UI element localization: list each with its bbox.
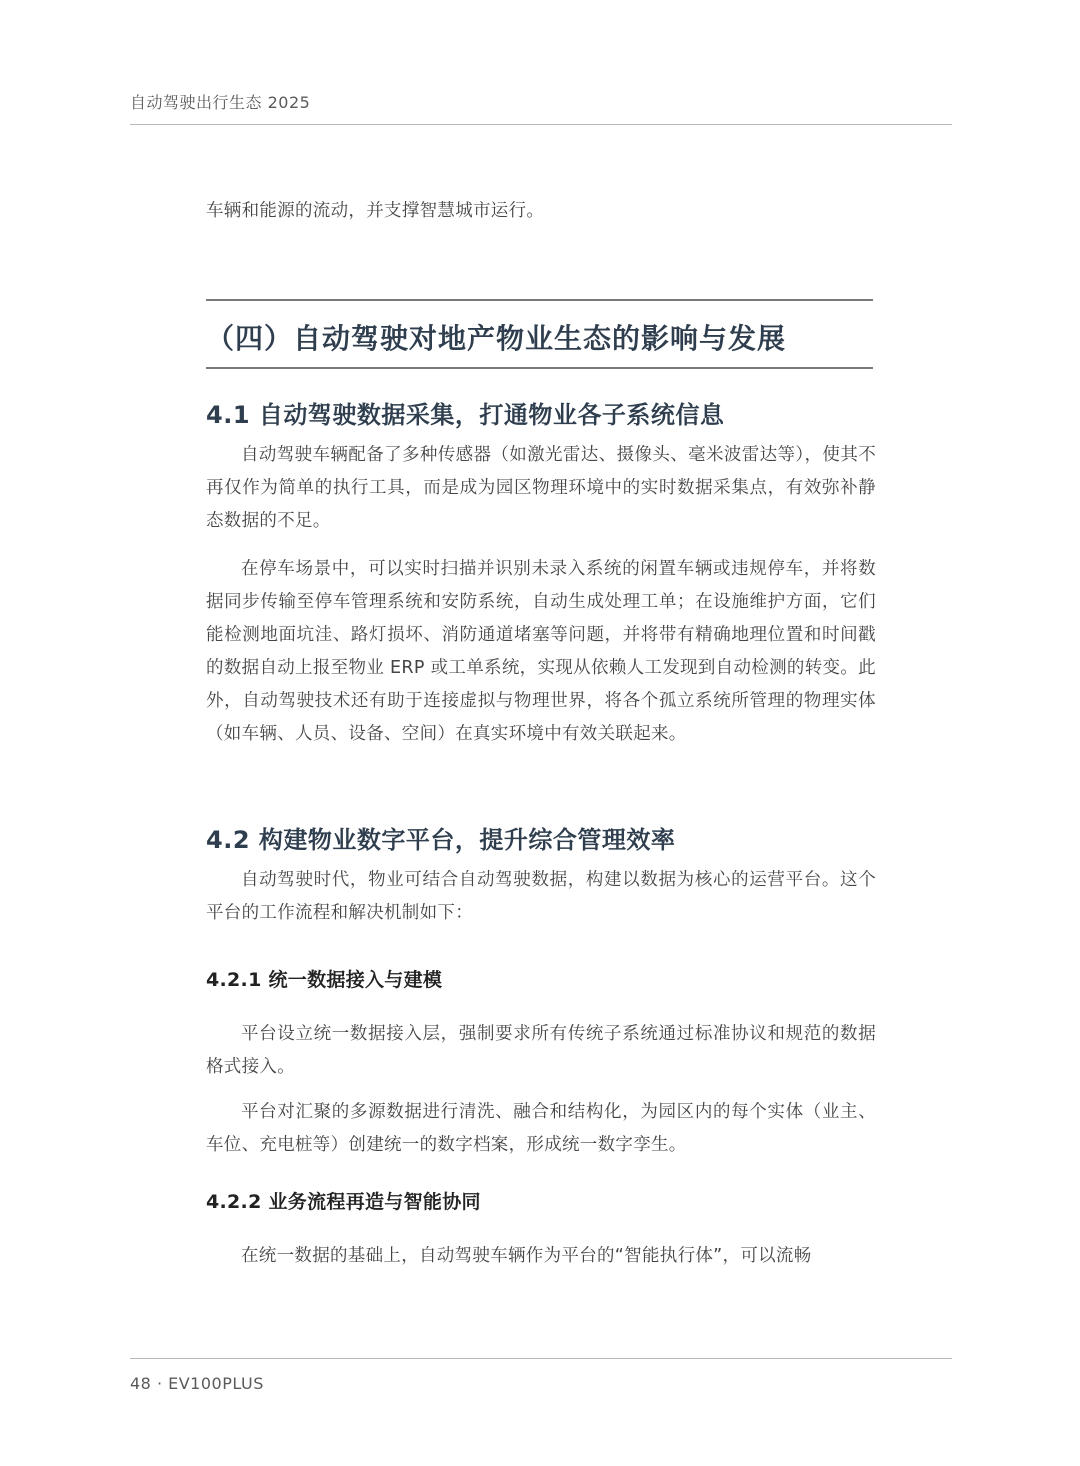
heading-4-1: 4.1 自动驾驶数据采集，打通物业各子系统信息: [206, 401, 725, 429]
section-title-box: [206, 299, 873, 369]
footer-divider: [130, 1358, 952, 1359]
heading-4-2-1: 4.2.1 统一数据接入与建模: [206, 969, 443, 991]
paragraph-4-2-1-a: 平台设立统一数据接入层，强制要求所有传统子系统通过标准协议和规范的数据格式接入。: [206, 1024, 876, 1077]
paragraph-4-2: 自动驾驶时代，物业可结合自动驾驶数据，构建以数据为核心的运营平台。这个平台的工作流程和解决机制如下：: [206, 870, 876, 923]
section-title: （四）自动驾驶对地产物业生态的影响与发展: [206, 322, 787, 355]
header-divider: [130, 124, 952, 125]
heading-4-2: 4.2 构建物业数字平台，提升综合管理效率: [206, 826, 676, 854]
page-footer: 48 · EV100PLUS: [130, 1374, 264, 1393]
paragraph-4-1-b: 在停车场景中，可以实时扫描并识别未录入系统的闲置车辆或违规停车，并将数据同步传输至停车管理系统和安防系统，自动生成处理工单；在设施维护方面，它们能检测地面坑洼、路灯损坏、消防通道堵塞等问题，并将带有精确地理位置和时间戳的数据自动上报至物业 ERP 或工单系统，实现从依赖人工发现到自动检测的转变。此外，自动驾驶技术还有助于连接虚拟与物理世界，将各个孤立系统所管理的物理实体（如车辆、人员、设备、空间）在真实环境中有效关联起来。: [206, 559, 876, 744]
intro-paragraph: 车辆和能源的流动，并支撑智慧城市运行。: [206, 201, 545, 221]
running-header: 自动驾驶出行生态 2025: [130, 93, 311, 112]
heading-4-2-2: 4.2.2 业务流程再造与智能协同: [206, 1191, 481, 1213]
paragraph-4-2-1-b: 平台对汇聚的多源数据进行清洗、融合和结构化，为园区内的每个实体（业主、车位、充电桩等）创建统一的数字档案，形成统一数字孪生。: [206, 1102, 876, 1155]
paragraph-4-2-2: 在统一数据的基础上，自动驾驶车辆作为平台的“智能执行体”，可以流畅: [241, 1246, 812, 1266]
paragraph-4-1-a: 自动驾驶车辆配备了多种传感器（如激光雷达、摄像头、毫米波雷达等），使其不再仅作为简单的执行工具，而是成为园区物理环境中的实时数据采集点，有效弥补静态数据的不足。: [206, 445, 876, 531]
